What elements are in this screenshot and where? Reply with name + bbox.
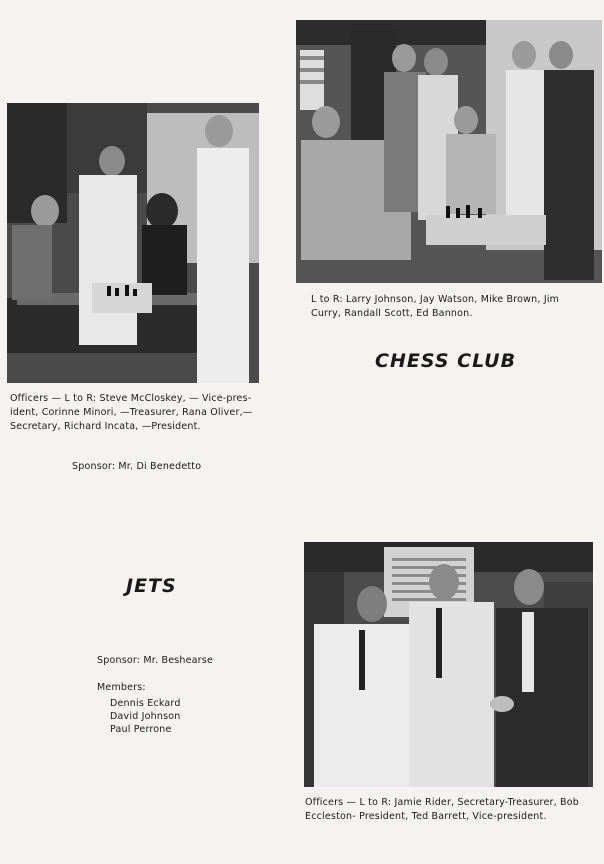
chess-sponsor: Sponsor: Mr. Di Benedetto — [72, 461, 202, 472]
jets-officers-photo — [304, 542, 593, 787]
jets-members-label: Members: — [97, 682, 146, 693]
jets-officers-caption: Officers — L to R: Jamie Rider, Secretary-Treasurer, Bob Eccleston- President, Ted Barrett, Vice-president. — [305, 797, 579, 822]
list-item: Paul Perrone — [110, 724, 172, 735]
chess-officers-caption: Officers — L to R: Steve McCloskey, — Vice-pres- ident, Corinne Minori, —Treasurer, Rana Oliver,— Secretary, Richard Incata, —President. — [10, 393, 253, 432]
jets-members-list — [110, 697, 181, 736]
chess-members-caption: L to R: Larry Johnson, Jay Watson, Mike Brown, Jim Curry, Randall Scott, Ed Bannon. — [311, 294, 560, 319]
chess-officers-photo — [7, 103, 259, 383]
jets-heading: JETS — [126, 575, 177, 597]
list-item: Dennis Eckard — [110, 698, 181, 709]
jets-sponsor: Sponsor: Mr. Beshearse — [97, 655, 213, 666]
chess-club-heading: CHESS CLUB — [375, 350, 517, 372]
list-item: David Johnson — [110, 711, 181, 722]
chess-members-photo — [296, 20, 602, 283]
